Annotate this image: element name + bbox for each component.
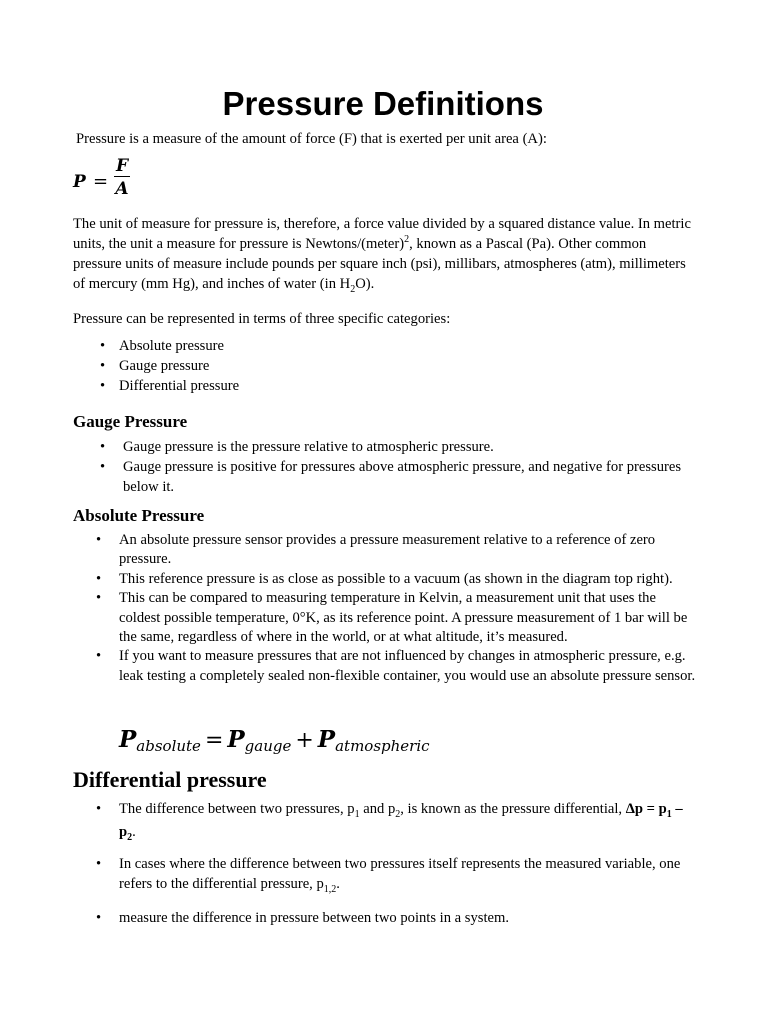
- list-item: [96, 531, 697, 570]
- list-item-text: Gauge pressure: [119, 358, 210, 374]
- subscript: 1,2: [323, 884, 337, 895]
- list-item: [96, 854, 697, 894]
- bullet-icon: •: [100, 439, 106, 455]
- categories-list: [100, 336, 239, 396]
- gauge-list: [100, 437, 697, 497]
- formula-lhs: P: [73, 172, 86, 192]
- categories-intro: Pressure can be represented in terms of three specific categories:: [73, 311, 451, 327]
- gauge-heading: Gauge Pressure: [73, 412, 188, 431]
- subscript: 2: [395, 809, 401, 820]
- subscript: 2: [127, 832, 133, 843]
- subscript: 1: [666, 809, 672, 820]
- list-item-text: , is known as the pressure differential,: [400, 801, 626, 817]
- list-item: [96, 570, 697, 589]
- differential-list: [96, 798, 697, 928]
- absolute-list: [96, 531, 697, 686]
- bullet-icon: •: [100, 358, 106, 374]
- bullet-icon: •: [100, 459, 106, 475]
- list-item-text: Gauge pressure is positive for pressures above atmospheric pressure, and negative for pressures below it.: [123, 459, 682, 495]
- list-item-text: An absolute pressure sensor provides a pressure measurement relative to a reference of zero pressure.: [119, 532, 656, 568]
- list-item: [100, 336, 239, 356]
- bullet-icon: •: [96, 648, 102, 665]
- formula-equals: =: [204, 728, 224, 753]
- list-item-text: and p: [359, 801, 396, 817]
- intro-paragraph: Pressure is a measure of the amount of force (F) that is exerted per unit area (A):: [76, 131, 547, 147]
- bullet-icon: •: [96, 590, 102, 607]
- list-item-text: Differential pressure: [119, 378, 240, 394]
- differential-heading: Differential pressure: [73, 767, 267, 792]
- list-item: [96, 798, 697, 844]
- list-item-text: measure the difference in pressure between two points in a system.: [119, 910, 509, 926]
- formula-equals: =: [93, 171, 109, 192]
- list-item: [96, 647, 697, 686]
- list-item-text: .: [132, 824, 136, 840]
- formula-symbol: P: [119, 726, 137, 753]
- formula-fraction: [114, 156, 130, 201]
- absolute-heading: Absolute Pressure: [73, 506, 205, 525]
- unit-sub: 2: [350, 284, 356, 295]
- formula-symbol: P: [227, 726, 245, 753]
- list-item-text: – p: [119, 801, 683, 840]
- unit-paragraph: [73, 214, 697, 294]
- formula-numerator: F: [115, 156, 129, 176]
- list-item: [96, 589, 697, 647]
- list-item-text: Δp = p: [625, 801, 667, 817]
- list-item-text: If you want to measure pressures that are not influenced by changes in atmospheric pressure, e.g. leak testing a completely sealed non-flexible container, you would use an absolute pressure sensor.: [119, 648, 696, 684]
- formula-subscript: gauge: [244, 737, 292, 755]
- page-title: Pressure Definitions: [222, 85, 544, 122]
- unit-text-2: , known as a Pascal (Pa). Other common pressure units of measure include pounds per square inch (psi), millibars, atmospheres (atm), millimeters of mercury (mm Hg), and inches of water (in H: [73, 236, 686, 292]
- unit-sup: 2: [404, 234, 410, 245]
- subscript: 1: [354, 809, 360, 820]
- bullet-icon: •: [96, 570, 102, 587]
- list-item: [96, 908, 697, 928]
- formula-denominator: A: [115, 179, 129, 199]
- list-item: [100, 437, 697, 457]
- unit-text-1: The unit of measure for pressure is, therefore, a force value divided by a squared distance value. In metric units, the unit a measure for pressure is Newtons/(meter): [73, 216, 691, 252]
- formula-plus: +: [295, 728, 314, 753]
- list-item-text: In cases where the difference between two pressures itself represents the measured variable, one refers to the differential pressure, p: [119, 856, 681, 892]
- bullet-icon: •: [96, 801, 102, 817]
- list-item-text: Absolute pressure: [119, 338, 224, 354]
- absolute-pressure-formula: [119, 726, 430, 755]
- bullet-icon: •: [96, 532, 102, 548]
- list-item-text: .: [336, 876, 340, 892]
- formula-subscript: absolute: [136, 737, 201, 755]
- bullet-icon: •: [100, 338, 106, 354]
- formula-subscript: atmospheric: [335, 737, 430, 755]
- list-item: [100, 457, 697, 497]
- list-item: [100, 356, 239, 376]
- list-item-text: Gauge pressure is the pressure relative to atmospheric pressure.: [123, 439, 494, 455]
- list-item-text: This reference pressure is as close as possible to a vacuum (as shown in the diagram top right).: [119, 570, 673, 587]
- bullet-icon: •: [96, 910, 102, 926]
- bullet-icon: •: [96, 856, 102, 872]
- list-item: [100, 376, 239, 396]
- list-item-text: The difference between two pressures, p: [119, 801, 355, 817]
- unit-text-3: O).: [355, 276, 375, 292]
- bullet-icon: •: [100, 378, 106, 394]
- list-item-text: This can be compared to measuring temperature in Kelvin, a measurement unit that uses the coldest possible temperature, 0°K, as its reference point. A pressure measurement of 1 bar will be the same, regardless of where in the world, or at what altitude, it’s measured.: [119, 590, 688, 646]
- formula-symbol: P: [317, 726, 336, 753]
- pressure-formula: [73, 156, 153, 208]
